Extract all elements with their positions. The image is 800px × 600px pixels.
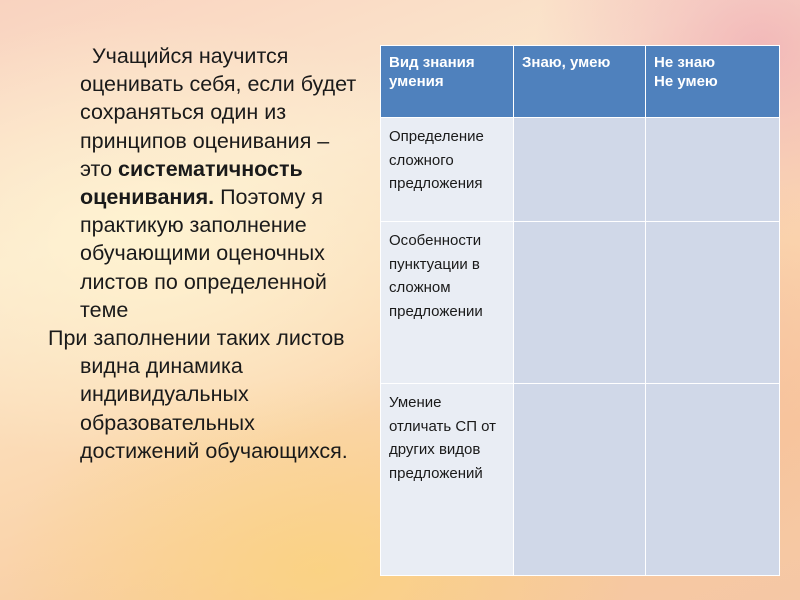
cell-know-can[interactable] xyxy=(514,384,646,576)
row-skill-label: Умение отличать СП от других видов предложений xyxy=(381,384,514,576)
table-row xyxy=(381,222,780,384)
paragraph-principle xyxy=(48,42,366,324)
table-row xyxy=(381,118,780,222)
table-header-row xyxy=(381,46,780,118)
cell-know-can[interactable] xyxy=(514,118,646,222)
self-assessment-table xyxy=(380,45,780,576)
cell-dont-know[interactable] xyxy=(646,118,780,222)
header-know-can: Знаю, умею xyxy=(514,46,646,118)
cell-know-can[interactable] xyxy=(514,222,646,384)
slide-body-text xyxy=(48,42,366,465)
paragraph-principle-text-end: Поэтому я практикую заполнение обучающими оценочных листов по определенной теме xyxy=(80,185,327,322)
cell-dont-know[interactable] xyxy=(646,384,780,576)
table-row xyxy=(381,384,780,576)
emphasis-systematic-evaluation: систематичность оценивания. xyxy=(80,156,303,210)
paragraph-dynamics: При заполнении таких листов видна динамика индивидуальных образовательных достижений обучающихся. xyxy=(48,326,348,463)
row-skill-label: Определение сложного предложения xyxy=(381,118,514,222)
row-skill-label: Особенности пунктуации в сложном предложении xyxy=(381,222,514,384)
paragraph-principle-text-start: Учащийся научится оценивать себя, если будет сохраняться один из принципов оценивания – это xyxy=(80,44,357,181)
cell-dont-know[interactable] xyxy=(646,222,780,384)
header-dont-know: Не знаю Не умею xyxy=(646,46,780,118)
header-knowledge-type: Вид знания умения xyxy=(381,46,514,118)
